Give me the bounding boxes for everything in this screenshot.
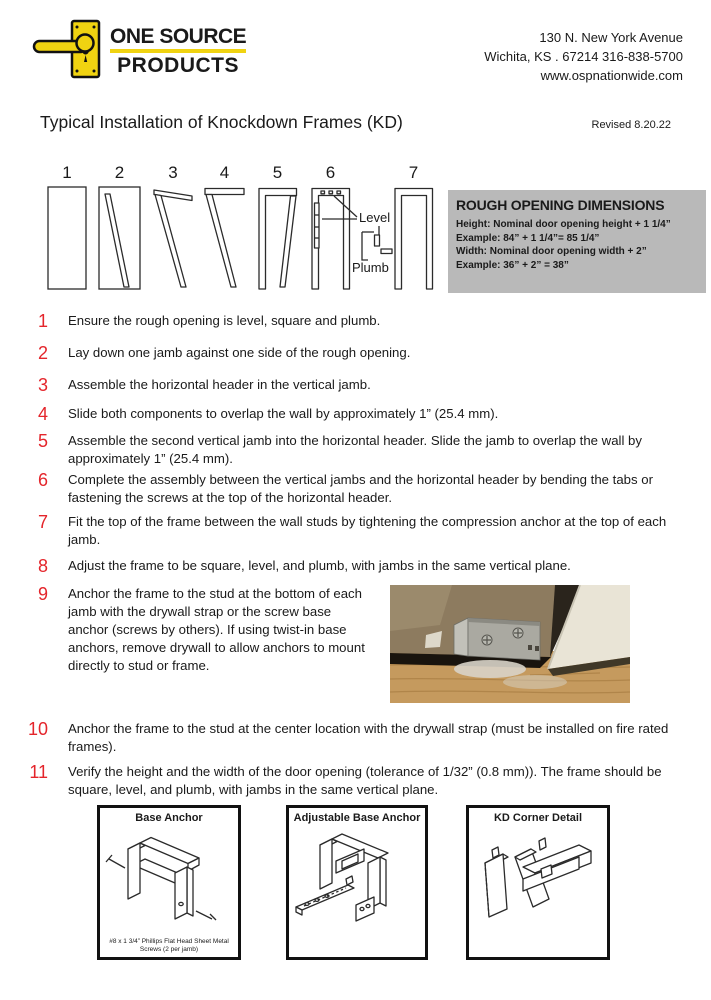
company-address-block	[484, 18, 683, 85]
step-row	[20, 471, 696, 507]
step-text: Anchor the frame to the stud at the center location with the drywall strap (must be installed on fire rated frames).	[68, 721, 669, 754]
website-url: www.ospnationwide.com	[540, 68, 683, 83]
frame-diagram-2	[98, 163, 141, 290]
header-in-jamb-drawing	[152, 186, 194, 290]
step-number: 5	[37, 431, 48, 451]
step-number: 2	[37, 343, 48, 363]
frame-diagram-7	[393, 163, 434, 290]
kd-corner-detail-drawing	[473, 827, 603, 929]
kd-corner-detail-box	[466, 805, 610, 960]
company-name-line1: ONE SOURCE	[110, 25, 247, 48]
frame-diagram-3	[152, 163, 194, 290]
anchor-detail-boxes	[0, 805, 711, 965]
rough-opening-title: ROUGH OPENING DIMENSIONS	[456, 197, 665, 213]
one-jamb-drawing	[98, 186, 141, 290]
diagram-number: 2	[114, 163, 125, 182]
title-row	[40, 112, 671, 133]
step-row	[20, 312, 696, 331]
level-label: Level	[359, 210, 391, 225]
diagram-number: 6	[325, 163, 336, 182]
page-title: Typical Installation of Knockdown Frames (KD)	[40, 112, 403, 132]
step-number: 7	[37, 512, 48, 532]
step-number: 3	[37, 375, 48, 395]
step-row	[20, 344, 696, 363]
step-text: Ensure the rough opening is level, square and plumb.	[68, 313, 381, 328]
base-anchor-drawing	[104, 827, 234, 922]
step-text: Adjust the frame to be square, level, and plumb, with jambs in the same vertical plane.	[68, 558, 571, 573]
company-name	[110, 26, 246, 77]
step-row	[20, 376, 696, 395]
step-text: Verify the height and the width of the door opening (tolerance of 1/32” (0.8 mm)). The frame should be square, level, and plumb, with jambs in the same vertical plane.	[68, 764, 662, 797]
step-text: Assemble the second vertical jamb into the horizontal header. Slide the jamb to overlap the wall by approximately 1” (25.4 mm).	[68, 433, 642, 466]
header-jamb-overlap-drawing	[203, 186, 246, 290]
step-number: 1	[37, 311, 48, 331]
company-logo	[30, 18, 246, 85]
step-number: 8	[37, 556, 48, 576]
base-anchor-box	[97, 805, 241, 960]
step-row	[20, 720, 696, 756]
adjustable-base-anchor-box	[286, 805, 428, 960]
rough-opening-dimensions-panel	[448, 190, 706, 293]
step-row	[20, 432, 696, 468]
address-line: Wichita, KS . 67214 316-838-5700	[484, 49, 683, 64]
step-row	[20, 585, 696, 707]
step-text: Assemble the horizontal header in the vertical jamb.	[68, 377, 371, 392]
step-text: Anchor the frame to the stud at the bottom of each jamb with the drywall strap or the screw base anchor (screws by others). If using twist-in base anchors, remove drywall to allow anchors to mount directly to stud or frame.	[68, 586, 365, 673]
step-row	[20, 557, 696, 576]
frame-diagram-5	[257, 163, 298, 290]
step-text: Complete the assembly between the vertical jambs and the horizontal header by bending the tabs or fastening the screws at the top of the horizontal header.	[68, 472, 653, 505]
door-handle-logo-icon	[30, 18, 102, 85]
screw-spec-caption: #8 x 1 3/4” Phillips Flat Head Sheet Metal Screws (2 per jamb)	[109, 938, 229, 953]
rough-opening-drawing	[47, 186, 87, 290]
step-text: Fit the top of the frame between the wall studs by tightening the compression anchor at the top of each jamb.	[68, 514, 667, 547]
diagram-number: 3	[168, 163, 178, 182]
finished-frame-drawing	[393, 186, 434, 290]
frame-diagram-1	[47, 163, 87, 290]
rough-opening-line: Example: 84” + 1 1/4”= 85 1/4”	[456, 232, 600, 244]
rough-opening-line: Height: Nominal door opening height + 1 1/4”	[456, 219, 671, 230]
step-row	[20, 763, 696, 799]
base-anchor-installation-photo	[390, 585, 630, 703]
diagram-number: 4	[219, 163, 230, 182]
step-row	[20, 513, 696, 549]
adjustable-base-anchor-drawing	[292, 827, 422, 929]
second-jamb-drawing	[257, 186, 298, 290]
instruction-steps-list	[20, 312, 696, 810]
diagram-number: 7	[408, 163, 419, 182]
detail-box-title: Base Anchor	[135, 812, 203, 824]
diagram-number: 5	[272, 163, 283, 182]
address-line: 130 N. New York Avenue	[539, 30, 683, 45]
step-row	[20, 405, 696, 424]
step-text: Slide both components to overlap the wall by approximately 1” (25.4 mm).	[68, 406, 499, 421]
rough-opening-line: Width: Nominal door opening width + 2”	[456, 246, 647, 257]
step-text: Lay down one jamb against one side of the rough opening.	[68, 345, 411, 360]
rough-opening-line: Example: 36” + 2” = 38”	[456, 259, 569, 271]
step-number: 10	[27, 719, 48, 739]
plumb-label: Plumb	[352, 260, 389, 275]
diagram-number: 1	[62, 163, 72, 182]
company-name-line2: PRODUCTS	[117, 54, 240, 77]
detail-box-title: Adjustable Base Anchor	[293, 812, 421, 824]
logo-underline	[110, 49, 246, 53]
step-number: 9	[37, 584, 48, 604]
installation-sequence-diagrams	[0, 163, 711, 303]
step-number: 4	[37, 404, 48, 424]
header	[30, 18, 683, 85]
frame-diagram-4	[203, 163, 246, 290]
revision-date: Revised 8.20.22	[591, 119, 671, 131]
step-number: 6	[37, 470, 48, 490]
detail-box-title: KD Corner Detail	[493, 812, 583, 824]
step-number: 11	[29, 762, 48, 782]
